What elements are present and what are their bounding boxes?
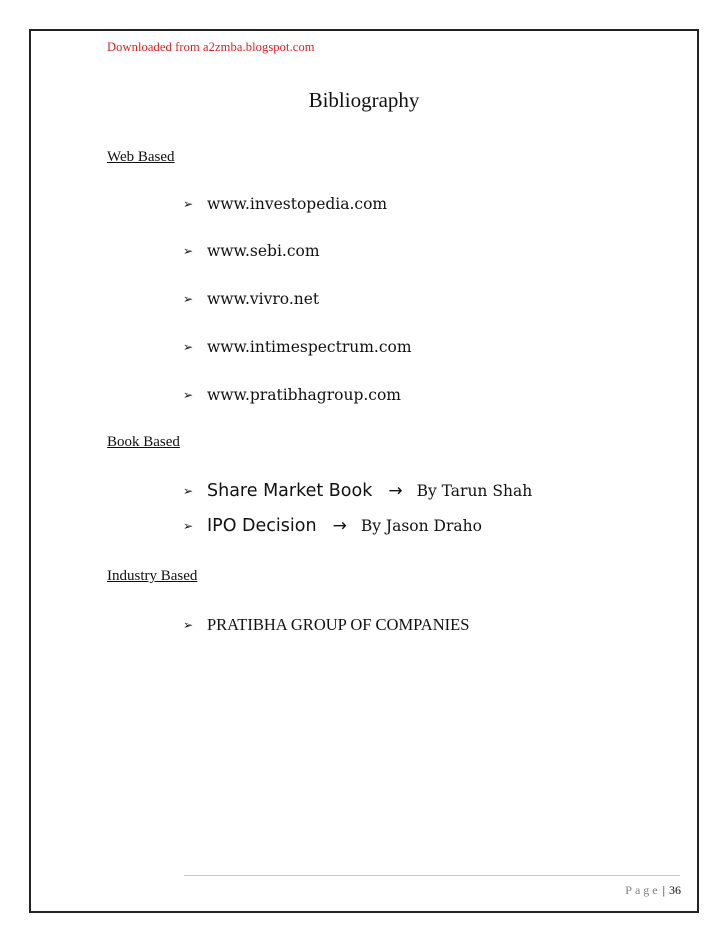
website-link: www.pratibhagroup.com	[207, 386, 401, 404]
bullet-arrow-icon: ➢	[183, 484, 194, 498]
page-title	[0, 88, 728, 113]
website-link: www.intimespectrum.com	[207, 338, 412, 356]
list-item	[183, 195, 387, 213]
website-link: www.sebi.com	[207, 242, 320, 260]
list-item	[183, 338, 412, 356]
section-heading-industry: Industry Based	[107, 568, 198, 584]
page-footer	[625, 883, 681, 898]
website-link: www.vivro.net	[207, 290, 320, 308]
book-title: Share Market Book	[207, 481, 373, 501]
footer-page-label: Page	[625, 883, 661, 897]
book-title: IPO Decision	[207, 516, 317, 536]
bullet-arrow-icon: ➢	[183, 292, 194, 306]
industry-name: PRATIBHA GROUP OF COMPANIES	[207, 615, 470, 634]
section-heading-web: Web Based	[107, 149, 175, 165]
list-item	[183, 242, 320, 260]
watermark-text: Downloaded from a2zmba.blogspot.com	[107, 40, 315, 54]
section-heading-book: Book Based	[107, 434, 180, 450]
list-item	[183, 290, 319, 308]
bullet-arrow-icon: ➢	[183, 244, 194, 258]
book-author: By Tarun Shah	[416, 482, 533, 500]
page-number: 36	[669, 883, 681, 897]
right-arrow-icon: →	[388, 481, 403, 501]
right-arrow-icon: →	[332, 516, 347, 536]
list-item	[183, 481, 532, 501]
bullet-arrow-icon: ➢	[183, 618, 194, 632]
website-link: www.investopedia.com	[207, 195, 388, 213]
bullet-arrow-icon: ➢	[183, 388, 194, 402]
list-item	[183, 386, 401, 404]
book-author: By Jason Draho	[360, 517, 482, 535]
bullet-arrow-icon: ➢	[183, 519, 194, 533]
list-item	[183, 615, 469, 635]
page-title-text: Bibliography	[308, 88, 420, 112]
list-item	[183, 516, 482, 536]
bullet-arrow-icon: ➢	[183, 340, 194, 354]
footer-divider	[184, 875, 680, 876]
footer-separator: |	[662, 883, 665, 897]
bullet-arrow-icon: ➢	[183, 197, 194, 211]
